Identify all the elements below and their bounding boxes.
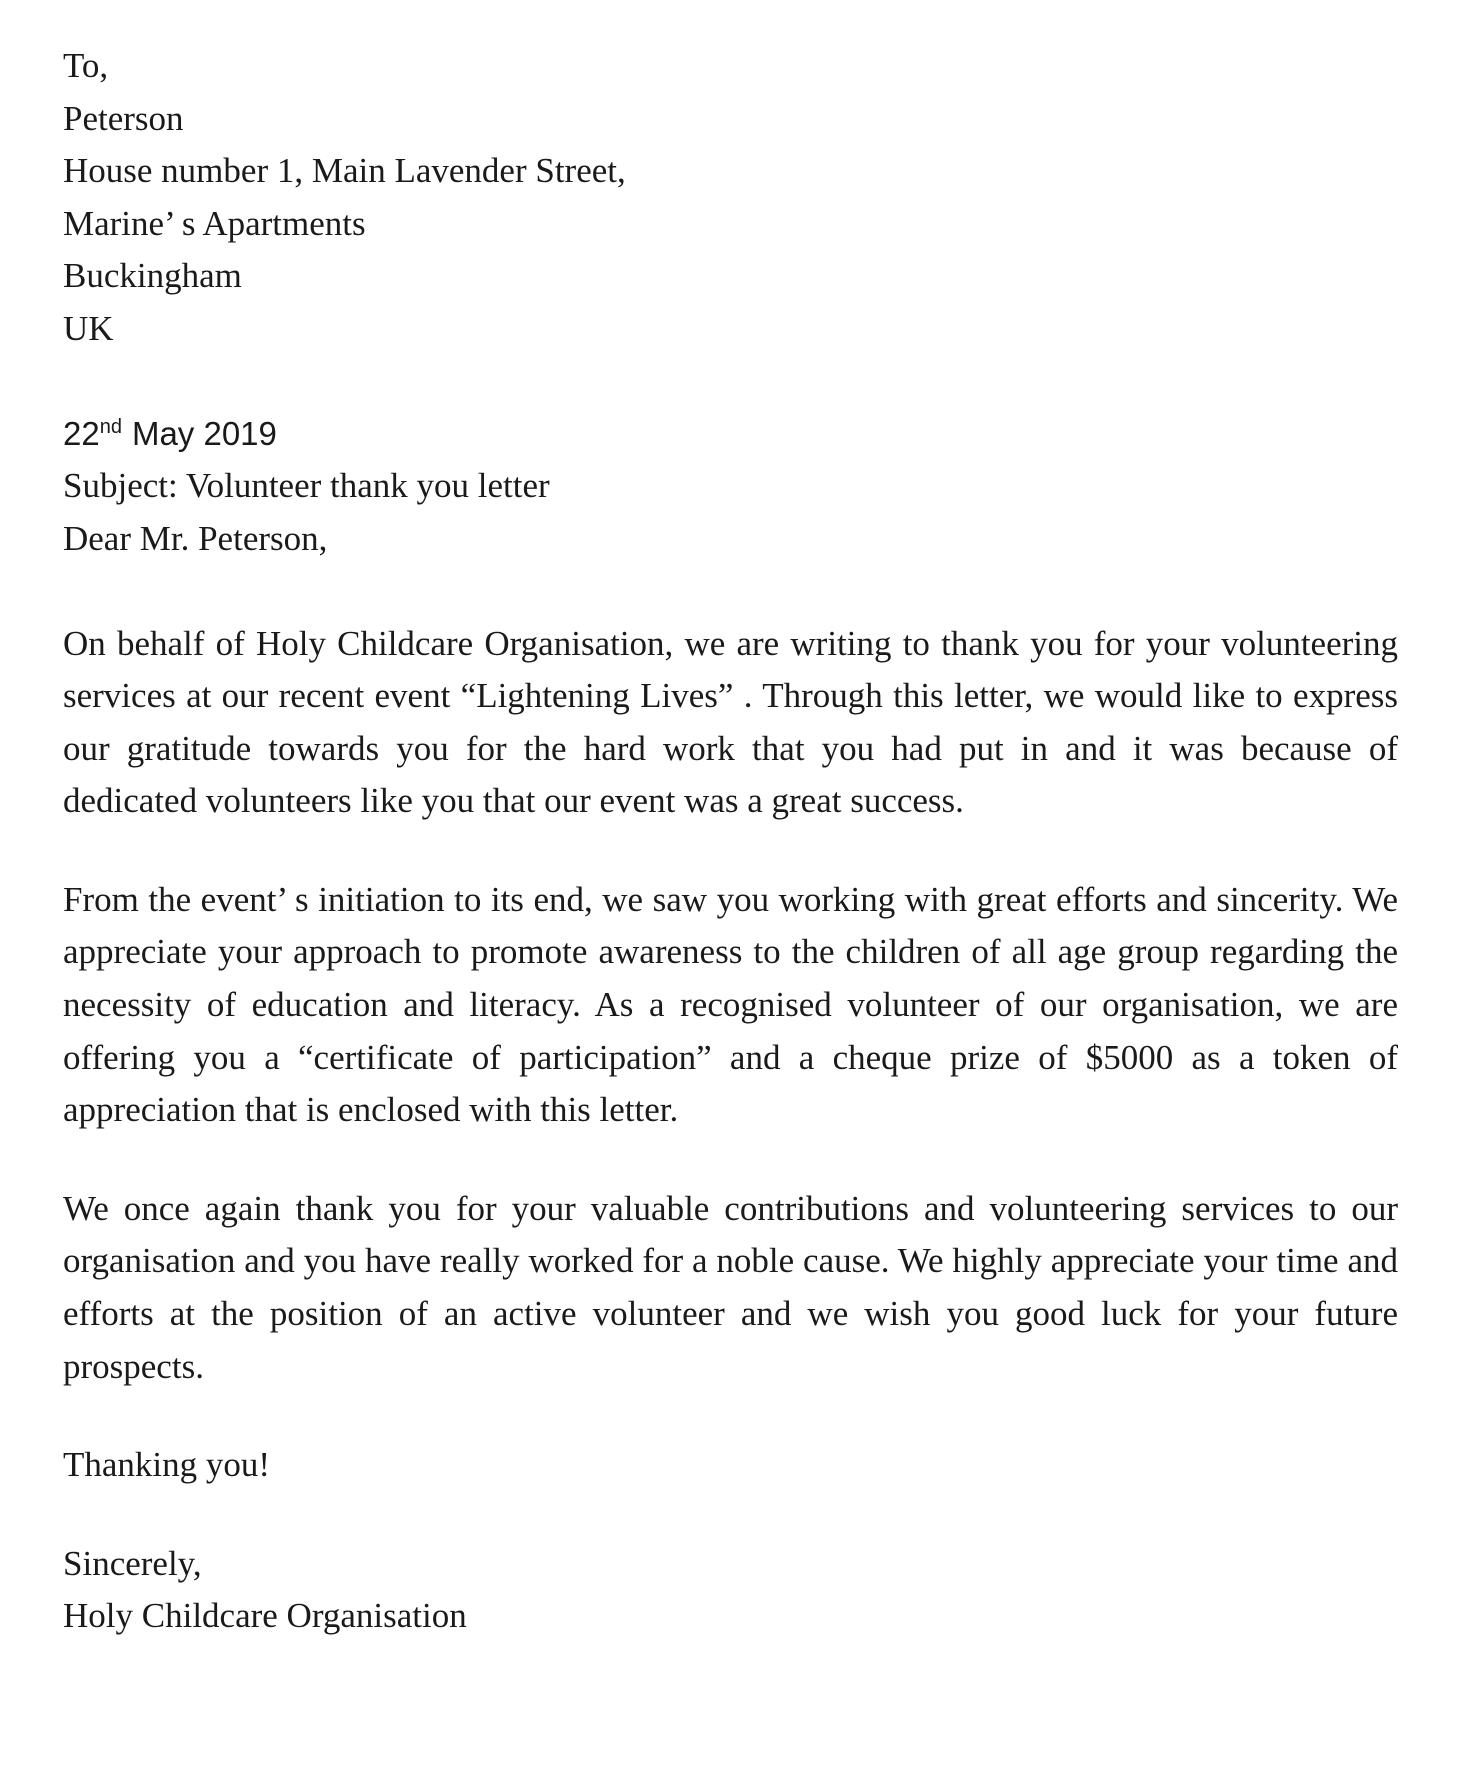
spacer (63, 565, 1398, 618)
spacer (63, 1137, 1398, 1183)
greeting: Dear Mr. Peterson, (63, 518, 328, 558)
address-line: House number 1, Main Lavender Street, (63, 151, 626, 190)
body-paragraph: We once again thank you for your valuable contributions and volunteering services to our organisation and you have really worked for a noble cause. We highly appreciate your time and efforts at the position of an active volunteer and we wish you good luck for your future prospects. (63, 1188, 1398, 1386)
letter-date (63, 408, 1398, 461)
address-line: Buckingham (63, 256, 242, 295)
spacer (63, 1393, 1398, 1439)
address-line: Marine’ s Apartments (63, 203, 366, 243)
signature-org: Holy Childcare Organisation (63, 1596, 467, 1636)
body-paragraph: On behalf of Holy Childcare Organisation, we are writing to thank you for your volunteering services at our recent event “Lightening Lives” . Through this letter, we would like to express our gratitude towards you for the hard work that you had put in and it was because of dedicated volunteers like you that our event was a great success. (63, 623, 1398, 821)
spacer (63, 1492, 1398, 1538)
date-suffix: nd (99, 415, 122, 438)
recipient-name: Peterson (63, 98, 184, 138)
subject-line: Subject: Volunteer thank you letter (63, 466, 550, 505)
signoff: Sincerely, (63, 1543, 202, 1583)
recipient-block (63, 40, 1398, 355)
spacer (63, 355, 1398, 408)
letter (63, 40, 1398, 1643)
address-line: UK (63, 308, 114, 348)
spacer (63, 828, 1398, 874)
closing-thanks: Thanking you! (63, 1445, 271, 1485)
recipient-to: To, (63, 46, 109, 85)
date-month-year: May 2019 (131, 414, 277, 452)
body-paragraph: From the event’ s initiation to its end, we saw you working with great efforts and sincerity. We appreciate your approach to promote awareness to the children of all age group regarding the necessity of education and literacy. As a recognised volunteer of our organisation, we are offering you a “certificate of participation” and a cheque prize of $5000 as a token of appreciation that is enclosed with this letter. (63, 879, 1398, 1130)
date-day: 22 (63, 414, 100, 452)
